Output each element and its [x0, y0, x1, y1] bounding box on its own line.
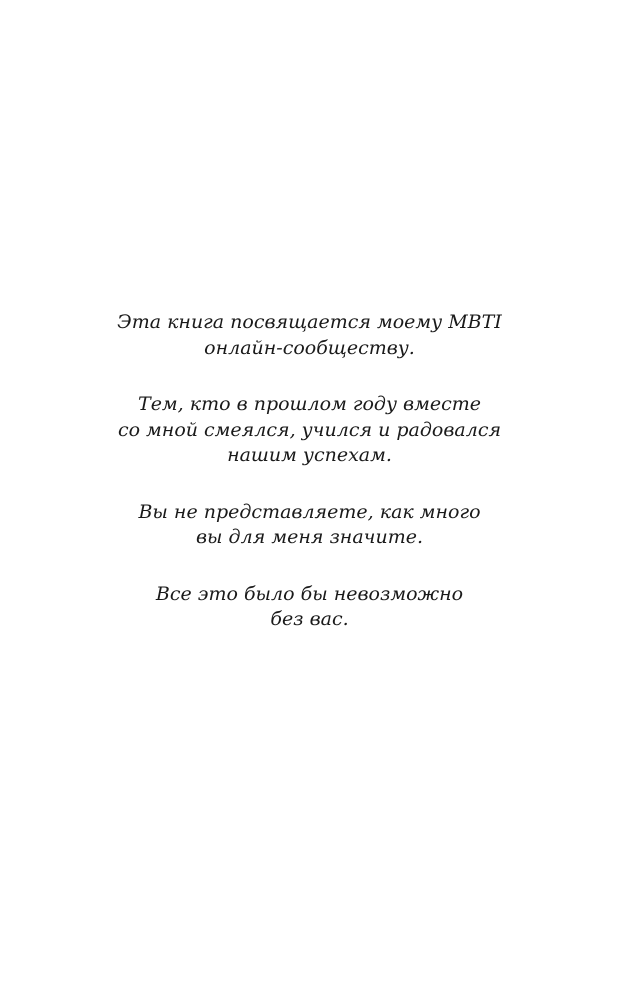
dedication-stanza-3 [0, 500, 619, 551]
dedication-stanza-4 [0, 582, 619, 633]
dedication-stanza-2 [0, 392, 619, 469]
dedication-line: Эта книга посвящается моему MBTI [117, 311, 502, 333]
dedication-line: без вас. [270, 608, 349, 630]
dedication-line: Все это было бы невозможно [155, 582, 464, 605]
dedication-line: вы для меня значите. [195, 526, 424, 548]
dedication-text [0, 310, 619, 664]
dedication-line: Вы не представляете, как много [138, 500, 481, 523]
dedication-line: онлайн-сообществу. [204, 336, 415, 359]
dedication-stanza-1 [0, 310, 619, 361]
dedication-line: Тем, кто в прошлом году вместе [138, 393, 481, 415]
dedication-line: со мной смеялся, учился и радовался [117, 418, 502, 441]
dedication-line: нашим успехам. [227, 444, 392, 466]
